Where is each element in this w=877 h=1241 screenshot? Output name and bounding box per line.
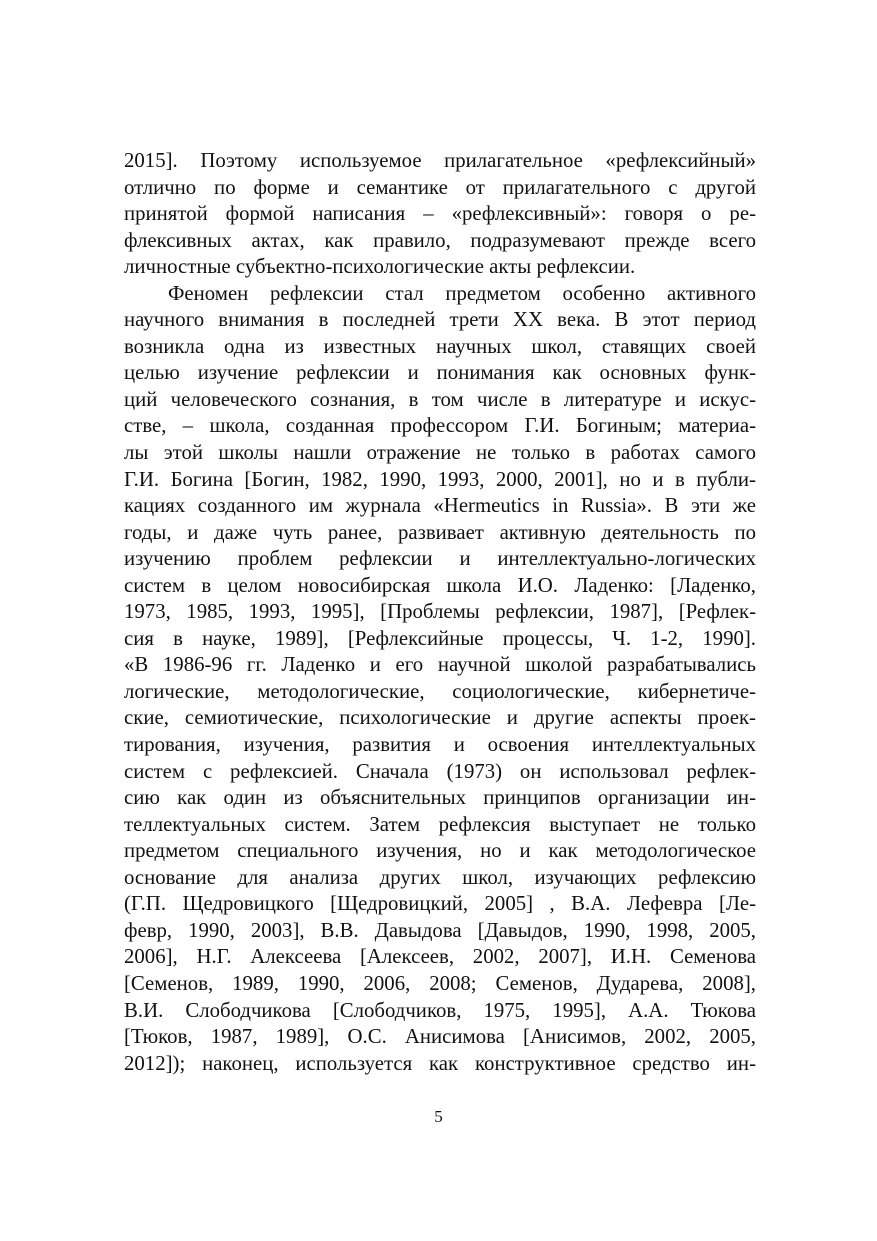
text-line: тирования, изучения, развития и освоения интеллектуальных [124,733,756,757]
text-line: личностные субъектно-психологические акты рефлексии. [124,255,636,279]
text-line: 2012]); наконец, используется как конструктивное средство ин- [124,1051,756,1075]
text-line: Г.И. Богина [Богин, 1982, 1990, 1993, 2000, 2001], но и в публи- [124,467,756,491]
text-line: основание для анализа других школ, изучающих рефлексию [124,865,756,889]
text-line: возникла одна из известных научных школ, ставящих своей [124,334,756,358]
text-line: [Семенов, 1989, 1990, 2006, 2008; Семенов, Дударева, 2008], [124,971,756,995]
text-line: кациях созданного им журнала «Hermeutics in Russia». В эти же [124,494,756,518]
text-line: систем с рефлексией. Сначала (1973) он использовал рефлек- [124,759,756,783]
paragraph-2 [124,281,756,1077]
text-line: В.И. Слободчикова [Слободчиков, 1975, 1995], А.А. Тюкова [124,998,756,1022]
text-line: ские, семиотические, психологические и другие аспекты проек- [124,706,756,730]
text-line: [Тюков, 1987, 1989], О.С. Анисимова [Анисимов, 2002, 2005, [124,1025,756,1049]
document-page [124,148,756,1077]
text-line: сия в науке, 1989], [Рефлексийные процессы, Ч. 1-2, 1990]. [124,626,756,650]
text-line: (Г.П. Щедровицкого [Щедровицкий, 2005] , В.А. Лефевра [Ле- [124,892,756,916]
text-line: лы этой школы нашли отражение не только в работах самого [124,441,756,465]
text-line: ций человеческого сознания, в том числе в литературе и искус- [124,387,756,411]
text-line: февр, 1990, 2003], В.В. Давыдова [Давыдов, 1990, 1998, 2005, [124,918,756,942]
text-line: отлично по форме и семантике от прилагательного с другой [124,175,756,199]
paragraph-1 [124,148,756,281]
text-line: 2015]. Поэтому используемое прилагательное «рефлексийный» [124,149,756,172]
text-line: принятой формой написания – «рефлексивный»: говоря о ре- [124,202,756,226]
text-line: систем в целом новосибирская школа И.О. Ладенко: [Ладенко, [124,573,756,597]
text-line: 1973, 1985, 1993, 1995], [Проблемы рефлексии, 1987], [Рефлек- [124,600,756,624]
text-line: сию как один из объяснительных принципов организации ин- [124,786,756,810]
text-line: Феномен рефлексии стал предметом особенно активного [168,281,756,305]
text-line: логические, методологические, социологические, кибернетиче- [124,679,756,703]
text-line: предметом специального изучения, но и как методологическое [124,839,756,863]
page-number: 5 [434,1107,443,1126]
text-line: изучению проблем рефлексии и интеллектуально-логических [124,547,756,571]
text-line: стве, – школа, созданная профессором Г.И. Богиным; материа- [124,414,756,438]
text-line: «В 1986-96 гг. Ладенко и его научной школой разрабатывались [124,653,756,677]
text-line: годы, и даже чуть ранее, развивает активную деятельность по [124,520,756,544]
text-line: флексивных актах, как правило, подразумевают прежде всего [124,228,756,252]
text-line: теллектуальных систем. Затем рефлексия выступает не только [124,812,756,836]
text-line: научного внимания в последней трети XX века. В этот период [124,308,756,332]
text-line: 2006], Н.Г. Алексеева [Алексеев, 2002, 2007], И.Н. Семенова [124,945,756,969]
text-line: целью изучение рефлексии и понимания как основных функ- [124,361,756,385]
